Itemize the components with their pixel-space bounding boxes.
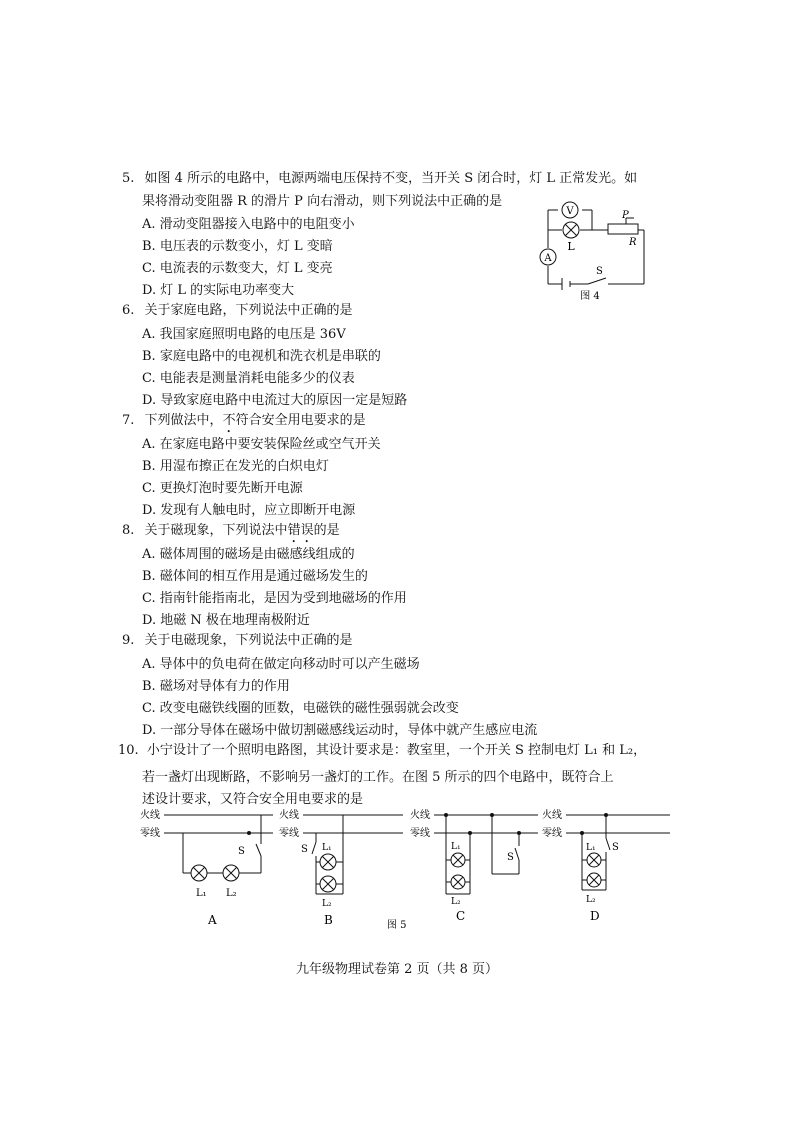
rheostat-label: R — [629, 237, 637, 248]
option-d: D. 地磁 N 极在地理南极附近 — [142, 613, 310, 628]
lamp-2-label: L₂ — [451, 897, 461, 907]
slider-label: P — [622, 210, 629, 221]
option-b: B. 磁体间的相互作用是通过磁场发生的 — [142, 569, 368, 584]
question-6 — [122, 300, 353, 322]
question-number: 9. — [122, 633, 135, 648]
switch-label: S — [301, 844, 308, 855]
lamp-1-label: L₁ — [586, 843, 596, 853]
circuit-d — [542, 808, 670, 923]
ammeter-label: A — [544, 253, 552, 264]
neutral-wire-label: 零线 — [279, 828, 299, 839]
question-stem-cont: 述设计要求，又符合安全用电要求的是 — [142, 792, 364, 807]
option-c: C. 指南针能指南北，是因为受到地磁场的作用 — [142, 591, 407, 606]
live-wire-label: 火线 — [410, 810, 430, 821]
question-stem-cont: 若一盏灯出现断路，不影响另一盏灯的工作。在图 5 所示的四个电路中，既符合上 — [142, 770, 614, 785]
circuit-b — [279, 808, 403, 927]
lamp-1-label: L₁ — [451, 842, 461, 852]
live-wire-label: 火线 — [279, 810, 299, 821]
option-a: A. 在家庭电路中要安装保险丝或空气开关 — [142, 437, 381, 452]
figure-4-circuit — [532, 196, 662, 302]
neutral-wire-label: 零线 — [140, 828, 160, 839]
figure-5-caption: 图 5 — [387, 920, 407, 931]
question-number: 10. — [118, 743, 139, 758]
lamp-2-label: L₂ — [226, 888, 237, 899]
option-b: B. 用湿布擦正在发光的白炽电灯 — [142, 459, 329, 474]
figure-5-circuits — [138, 804, 678, 934]
question-stem: 如图 4 所示的电路中，电源两端电压保持不变，当开关 S 闭合时，灯 L 正常发光。如 — [144, 171, 638, 186]
question-5 — [122, 168, 637, 190]
option-a: A. 滑动变阻器接入电路中的电阻变小 — [142, 217, 355, 232]
option-c: C. 电流表的示数变大，灯 L 变亮 — [142, 261, 333, 276]
switch-label: S — [238, 846, 245, 857]
lamp-1-label: L₁ — [196, 888, 207, 899]
option-label-b: B — [324, 913, 333, 927]
live-wire-label: 火线 — [140, 810, 160, 821]
question-stem-cont: 果将滑动变阻器 R 的滑片 P 向右滑动，则下列说法中正确的是 — [142, 194, 503, 209]
option-c: C. 改变电磁铁线圈的匝数，电磁铁的磁性强弱就会改变 — [142, 701, 459, 716]
stem-pre: 下列做法中， — [144, 413, 223, 428]
option-c: C. 电能表是测量消耗电能多少的仪表 — [142, 371, 355, 386]
option-d: D. 导致家庭电路中电流过大的原因一定是短路 — [142, 393, 408, 408]
option-label-c: C — [456, 909, 466, 923]
stem-pre: 关于磁现象，下列说法中 — [144, 523, 288, 538]
lamp-label: L — [567, 240, 575, 253]
option-a: A. 磁体周围的磁场是由磁感线组成的 — [142, 547, 355, 562]
question-number: 8. — [122, 523, 135, 538]
voltmeter-label: V — [566, 206, 574, 217]
neutral-wire-label: 零线 — [410, 828, 430, 839]
circuit-a — [140, 808, 273, 927]
stem-emphasis: 错误 — [287, 523, 314, 538]
page-footer: 九年级物理试卷第 2 页（共 8 页） — [295, 962, 499, 977]
live-wire-label: 火线 — [542, 810, 562, 821]
question-10 — [118, 740, 646, 762]
stem-emphasis: 不 — [222, 413, 236, 428]
question-stem: 小宁设计了一个照明电路图，其设计要求是：教室里，一个开关 S 控制电灯 L₁ 和 L₂， — [146, 743, 647, 758]
figure-4-caption: 图 4 — [580, 291, 600, 302]
option-d: D. 发现有人触电时，应立即断开电源 — [142, 503, 356, 518]
option-d: D. 灯 L 的实际电功率变大 — [142, 283, 295, 298]
switch-label: S — [507, 852, 514, 863]
option-a: A. 我国家庭照明电路的电压是 36V — [142, 327, 346, 342]
stem-post: 的是 — [313, 523, 340, 538]
stem-post: 符合安全用电要求的是 — [235, 413, 366, 428]
lamp-1-label: L₁ — [322, 843, 332, 853]
question-9 — [122, 630, 353, 652]
option-b: B. 家庭电路中的电视机和洗衣机是串联的 — [142, 349, 381, 364]
question-stem: 关于家庭电路，下列说法中正确的是 — [144, 303, 353, 318]
circuit-c — [410, 808, 538, 923]
option-b: B. 磁场对导体有力的作用 — [142, 679, 290, 694]
option-label-d: D — [590, 909, 600, 923]
question-stem — [145, 413, 366, 428]
question-stem — [145, 523, 340, 538]
option-d: D. 一部分导体在磁场中做切割磁感线运动时，导体中就产生感应电流 — [142, 723, 538, 738]
question-number: 7. — [122, 413, 135, 428]
switch-label: S — [596, 266, 603, 277]
option-label-a: A — [208, 913, 217, 927]
option-b: B. 电压表的示数变小，灯 L 变暗 — [142, 239, 333, 254]
question-number: 5. — [122, 171, 135, 186]
neutral-wire-label: 零线 — [542, 828, 562, 839]
lamp-2-label: L₂ — [586, 895, 596, 905]
question-stem: 关于电磁现象，下列说法中正确的是 — [144, 633, 353, 648]
switch-label: S — [612, 842, 619, 853]
lamp-2-label: L₂ — [322, 899, 332, 909]
option-c: C. 更换灯泡时要先断开电源 — [142, 481, 303, 496]
option-a: A. 导体中的负电荷在做定向移动时可以产生磁场 — [142, 657, 420, 672]
question-number: 6. — [122, 303, 135, 318]
